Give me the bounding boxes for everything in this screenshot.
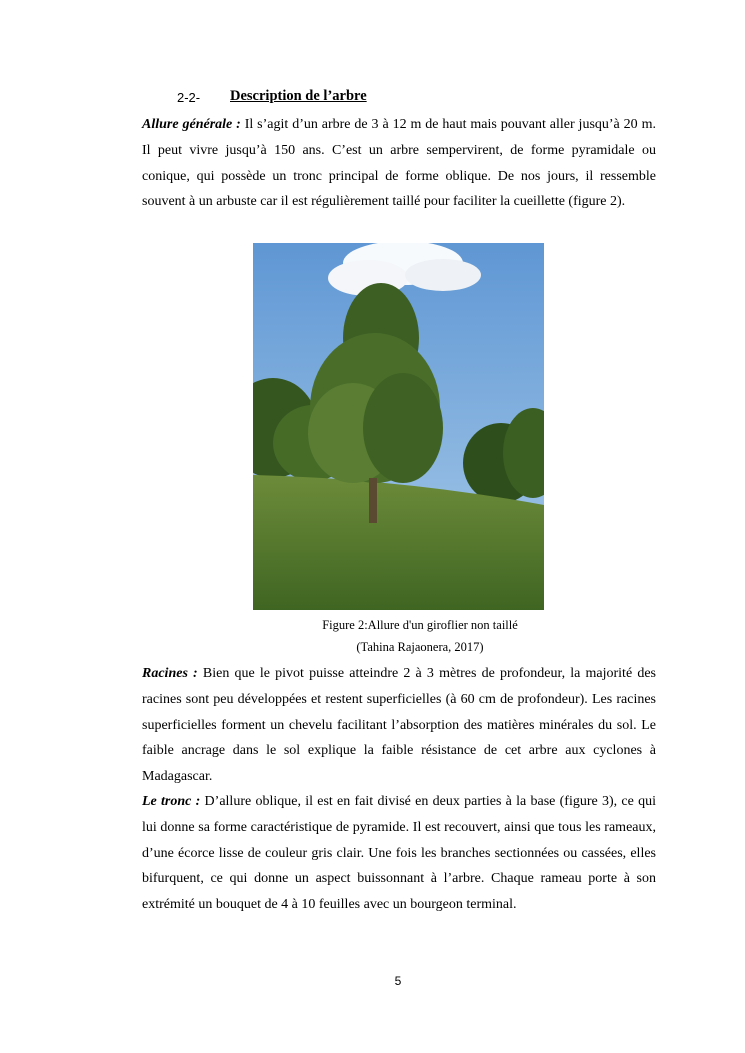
racines-label: Racines : — [142, 666, 198, 681]
paragraph-racines — [142, 661, 656, 790]
page-number: 5 — [394, 974, 402, 988]
section-title: Description de l’arbre — [230, 88, 367, 104]
allure-label: Allure générale : — [142, 117, 241, 132]
tronc-label: Le tronc : — [142, 794, 201, 809]
tronc-text: D’allure oblique, il est en fait divisé en deux parties à la base (figure 3), ce qui lui donne sa forme caractéristique de pyramide. Il est recouvert, ainsi que tous les rameaux, d’une écorce lisse de couleur gris clair. Une fois les branches sectionnées ou cassées, elles bifurquent, ce qui donne un aspect buissonnant à l’arbre. Chaque rameau porte à son extrémité un bouquet de 4 à 10 feuilles avec un bourgeon terminal. — [142, 794, 656, 913]
tree-photo — [253, 243, 544, 610]
figure-caption: Figure 2:Allure d'un giroflier non taillé — [322, 618, 518, 632]
paragraph-allure — [142, 112, 656, 215]
paragraph-tronc — [142, 789, 656, 918]
section-number: 2-2- — [177, 90, 201, 105]
allure-text: Il s’agit d’un arbre de 3 à 12 m de haut mais pouvant aller jusqu’à 20 m. Il peut vivre jusqu’à 150 ans. C’est un arbre sempervirent, de forme pyramidale ou conique, qui possède un tronc principal de forme oblique. De nos jours, il ressemble souvent à un arbuste car il est régulièrement taillé pour faciliter la cueillette (figure 2). — [142, 117, 656, 210]
racines-text: Bien que le pivot puisse atteindre 2 à 3 mètres de profondeur, la majorité des racines sont peu développées et restent superficielles (à 60 cm de profondeur). Les racines superficielles forment un chevelu facilitant l’absorption des matières minérales du sol. Le faible ancrage dans le sol explique la faible résistance de cet arbre aux cyclones à Madagascar. — [142, 666, 656, 785]
figure-credit: (Tahina Rajaonera, 2017) — [356, 640, 484, 654]
